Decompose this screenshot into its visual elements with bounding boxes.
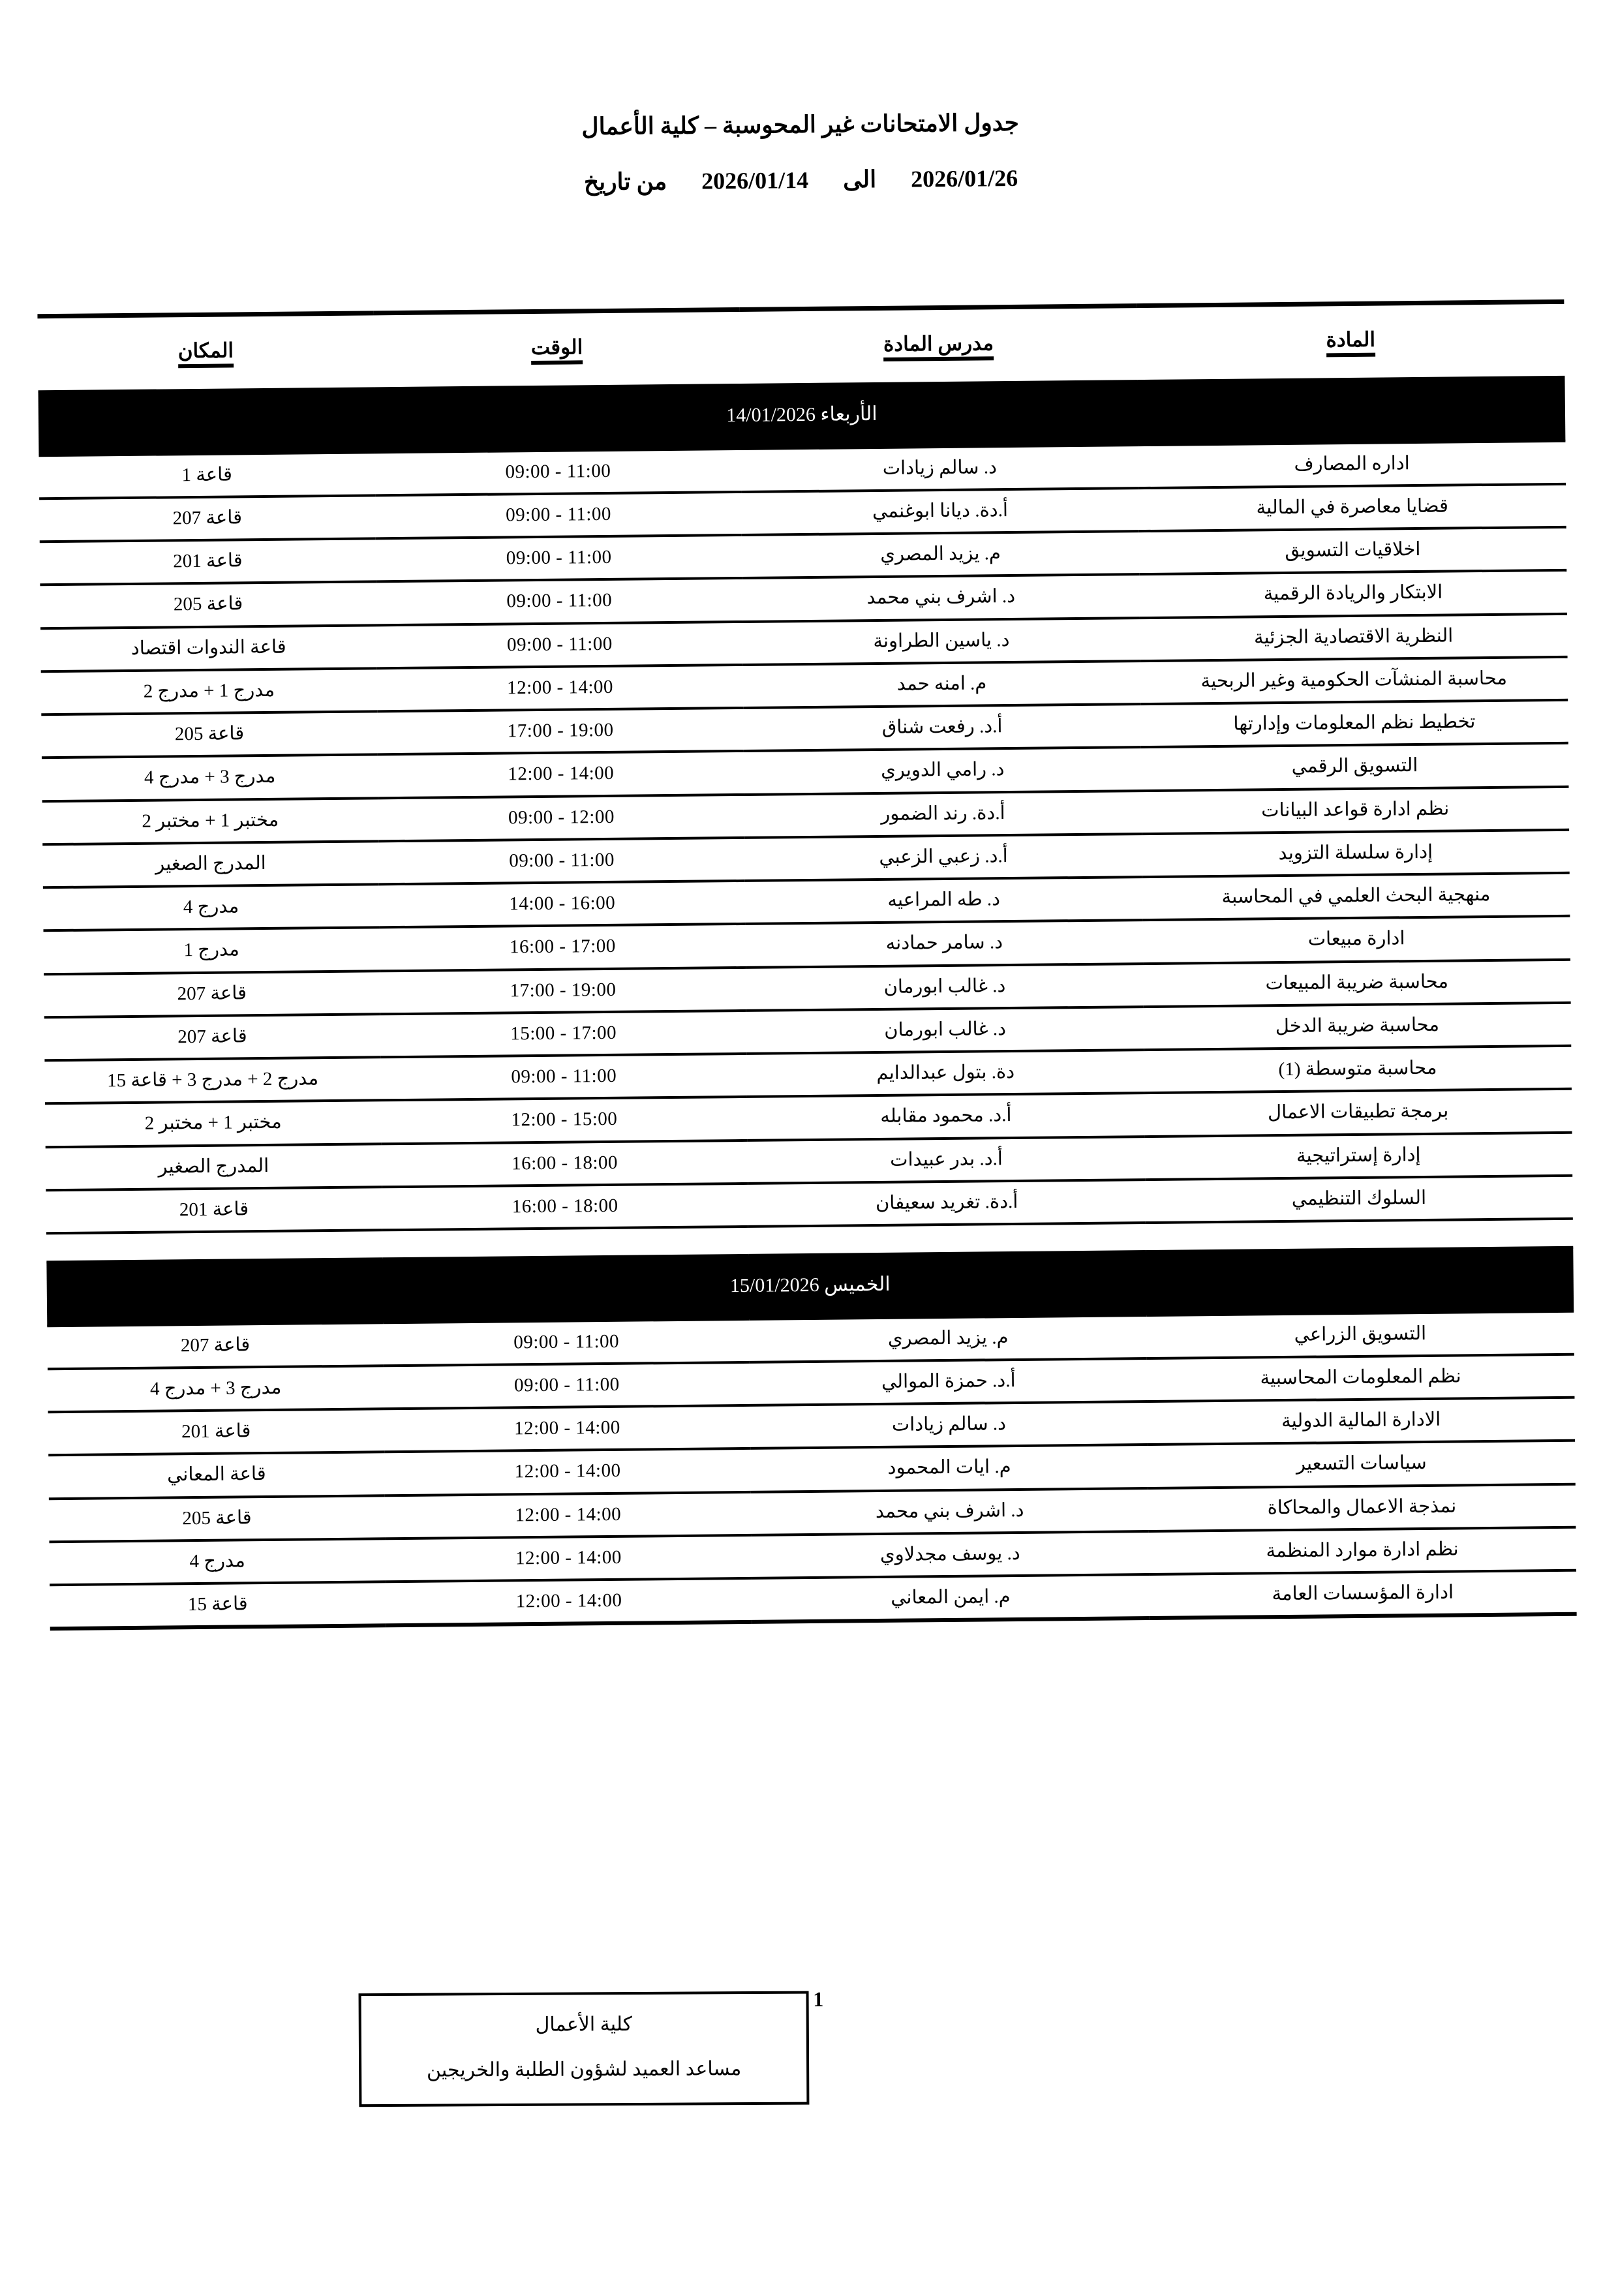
signature-box (359, 1991, 810, 2107)
teacher-cell: م. ايمن المعاني (752, 1574, 1149, 1622)
teacher-cell: د. طه المراعيه (745, 877, 1142, 924)
subject-cell: نظم ادارة قواعد البيانات (1141, 786, 1569, 834)
place-cell: مدرج 4 (49, 1538, 385, 1585)
subject-cell: التسويق الزراعي (1146, 1311, 1574, 1358)
column-header-teacher: مدرس المادة (740, 306, 1137, 385)
teacher-cell: أ.دة. تغريد سعيفان (748, 1180, 1146, 1227)
teacher-cell: أ.د. حمزة الموالي (750, 1358, 1147, 1405)
place-cell: المدرج الصغير (46, 1144, 382, 1190)
time-cell: 09:00 - 11:00 (376, 578, 742, 625)
schedule-table (37, 299, 1576, 1635)
column-header-place: المكان (37, 313, 374, 391)
column-header-subject: المادة (1137, 301, 1565, 381)
footer (358, 1990, 810, 2108)
time-cell: 09:00 - 11:00 (376, 535, 742, 582)
teacher-cell: د. غالب ابورمان (746, 964, 1143, 1011)
teacher-cell: أ.دة. ديانا ابوغنمي (742, 488, 1139, 535)
subject-cell: اخلاقيات التسويق (1139, 527, 1567, 575)
date-range (0, 159, 1610, 202)
place-cell: قاعة 207 (39, 495, 375, 542)
time-cell: 12:00 - 14:00 (384, 1448, 751, 1495)
time-cell: 09:00 - 11:00 (380, 1054, 747, 1101)
teacher-cell: أ.د. بدر عبيدات (748, 1137, 1145, 1184)
footer-faculty: كلية الأعمال (535, 2013, 633, 2036)
subject-cell: السلوك التنظيمي (1145, 1176, 1573, 1223)
table-header (37, 301, 1565, 391)
time-cell: 12:00 - 14:00 (385, 1535, 752, 1582)
place-cell: مدرج 4 (43, 884, 379, 930)
place-cell: قاعة 207 (47, 1323, 383, 1369)
subject-cell: إدارة إستراتيجية (1144, 1132, 1572, 1180)
subject-cell: منهجية البحث العلمي في المحاسبة (1142, 873, 1570, 921)
time-cell: 09:00 - 11:00 (375, 492, 742, 539)
place-cell: قاعة 201 (48, 1409, 384, 1455)
place-cell: قاعة 15 (50, 1582, 386, 1629)
subject-cell: الادارة المالية الدولية (1147, 1398, 1575, 1445)
time-cell: 12:00 - 14:00 (376, 665, 743, 712)
subject-cell: إدارة سلسلة التزويد (1142, 830, 1570, 878)
time-cell: 09:00 - 11:00 (383, 1319, 750, 1366)
time-cell: 09:00 - 12:00 (378, 794, 744, 841)
time-cell: 15:00 - 17:00 (380, 1011, 747, 1058)
time-cell: 09:00 - 11:00 (378, 838, 745, 885)
subject-cell: ادارة مبيعات (1142, 916, 1570, 964)
page-number: 1 (813, 1987, 824, 2012)
date-to-label: الى (842, 166, 877, 193)
time-cell: 16:00 - 18:00 (382, 1184, 748, 1231)
subject-cell: نظم ادارة موارد المنظمة (1148, 1527, 1576, 1575)
date-from-value: 2026/01/14 (701, 166, 809, 194)
subject-cell: محاسبة المنشآت الحكومية وغير الربحية (1140, 657, 1568, 705)
place-cell: مدرج 3 + مدرج 4 (48, 1366, 384, 1412)
time-cell: 17:00 - 19:00 (380, 967, 746, 1014)
teacher-cell: م. ايات المحمود (751, 1445, 1148, 1492)
teacher-cell: دة. بتول عبدالدايم (747, 1050, 1144, 1097)
column-header-time: الوقت (373, 309, 740, 388)
teacher-cell: أ.د. زعبي الزعبي (745, 834, 1142, 881)
page-title: جدول الامتحانات غير المحوسبة – كلية الأعمال (581, 109, 1020, 140)
place-cell: مختبر 1 + مختبر 2 (45, 1101, 381, 1147)
subject-cell: تخطيط نظم المعلومات وإدارتها (1140, 700, 1568, 748)
day-date: 14/01/2026 (726, 403, 816, 427)
place-cell: مدرج 1 (43, 928, 379, 974)
teacher-cell: د. اشرف بني محمد (751, 1488, 1148, 1535)
place-cell: قاعة 201 (40, 538, 376, 585)
time-cell: 12:00 - 15:00 (381, 1097, 748, 1144)
teacher-cell: د. ياسين الطراونة (742, 618, 1140, 665)
place-cell: قاعة 207 (44, 971, 380, 1017)
teacher-cell: د. يوسف مجدلاوي (752, 1531, 1149, 1578)
place-cell: قاعة 205 (40, 582, 376, 628)
date-to-value: 2026/01/26 (910, 164, 1018, 192)
subject-cell: محاسبة متوسطة (1) (1144, 1046, 1572, 1094)
teacher-cell: د. اشرف بني محمد (742, 574, 1140, 621)
time-cell: 09:00 - 11:00 (376, 621, 743, 668)
subject-cell: قضايا معاصرة في المالية (1138, 484, 1566, 532)
time-cell: 09:00 - 11:00 (374, 448, 741, 495)
place-cell: مدرج 1 + مدرج 2 (41, 668, 377, 714)
subject-cell: محاسبة ضريبة الدخل (1143, 1003, 1571, 1050)
teacher-cell: أ.د. محمود مقابله (747, 1093, 1144, 1140)
subject-cell: ادارة المؤسسات العامة (1149, 1570, 1577, 1619)
time-cell: 12:00 - 14:00 (385, 1492, 752, 1538)
teacher-cell: م. يزيد المصري (750, 1315, 1147, 1362)
time-cell: 12:00 - 14:00 (384, 1405, 750, 1452)
place-cell: قاعة الندوات اقتصاد (40, 625, 376, 671)
teacher-cell: أ.دة. رند الضمور (744, 791, 1142, 838)
time-cell: 16:00 - 17:00 (379, 924, 746, 971)
date-from-label: من تاريخ (583, 168, 667, 196)
time-cell: 17:00 - 19:00 (377, 708, 744, 755)
teacher-cell: م. امنه حمد (743, 661, 1140, 708)
place-cell: قاعة 205 (49, 1495, 385, 1542)
teacher-cell: د. رامي الدويري (744, 747, 1141, 794)
time-cell: 12:00 - 14:00 (378, 751, 744, 798)
subject-cell: اداره المصارف (1138, 440, 1566, 488)
place-cell: قاعة المعاني (48, 1452, 384, 1499)
subject-cell: برمجة تطبيقات الاعمال (1144, 1089, 1572, 1137)
place-cell: قاعة 201 (46, 1187, 382, 1233)
schedule-table-wrap (37, 299, 1576, 1635)
day-date: 15/01/2026 (729, 1274, 819, 1297)
subject-cell: نمذجة الاعمال والمحاكاة (1148, 1484, 1576, 1531)
place-cell: قاعة 1 (38, 452, 374, 498)
teacher-cell: د. سالم زيادات (750, 1401, 1148, 1448)
subject-cell: سياسات التسعير (1148, 1441, 1576, 1488)
place-cell: المدرج الصغير (42, 841, 378, 887)
time-cell: 16:00 - 18:00 (381, 1140, 748, 1187)
teacher-cell: د. سامر حمادنه (746, 920, 1143, 967)
subject-cell: محاسبة ضريبة المبيعات (1143, 959, 1571, 1007)
day-name: الخميس (823, 1273, 891, 1296)
teacher-cell: أ.د. رفعت شناق (744, 704, 1141, 751)
place-cell: مختبر 1 + مختبر 2 (42, 798, 378, 844)
place-cell: قاعة 207 (44, 1014, 380, 1060)
time-cell: 12:00 - 14:00 (386, 1578, 752, 1626)
day-name: الأربعاء (820, 403, 878, 425)
place-cell: مدرج 3 + مدرج 4 (42, 755, 378, 801)
place-cell: مدرج 2 + مدرج 3 + قاعة 15 (44, 1057, 380, 1103)
subject-cell: نظم المعلومات المحاسبية (1147, 1355, 1575, 1402)
time-cell: 14:00 - 16:00 (379, 881, 746, 928)
footer-signatory: مساعد العميد لشؤون الطلبة والخريجين (426, 2058, 742, 2081)
subject-cell: الابتكار والريادة الرقمية (1139, 570, 1567, 618)
place-cell: قاعة 205 (41, 711, 377, 758)
time-cell: 09:00 - 11:00 (384, 1362, 750, 1409)
table-body (38, 377, 1577, 1635)
subject-cell: النظرية الاقتصادية الجزئية (1140, 613, 1568, 661)
subject-cell: التسويق الرقمي (1141, 743, 1569, 791)
teacher-cell: د. غالب ابورمان (746, 1007, 1144, 1054)
teacher-cell: م. يزيد المصري (742, 531, 1139, 578)
teacher-cell: د. سالم زيادات (741, 445, 1138, 492)
